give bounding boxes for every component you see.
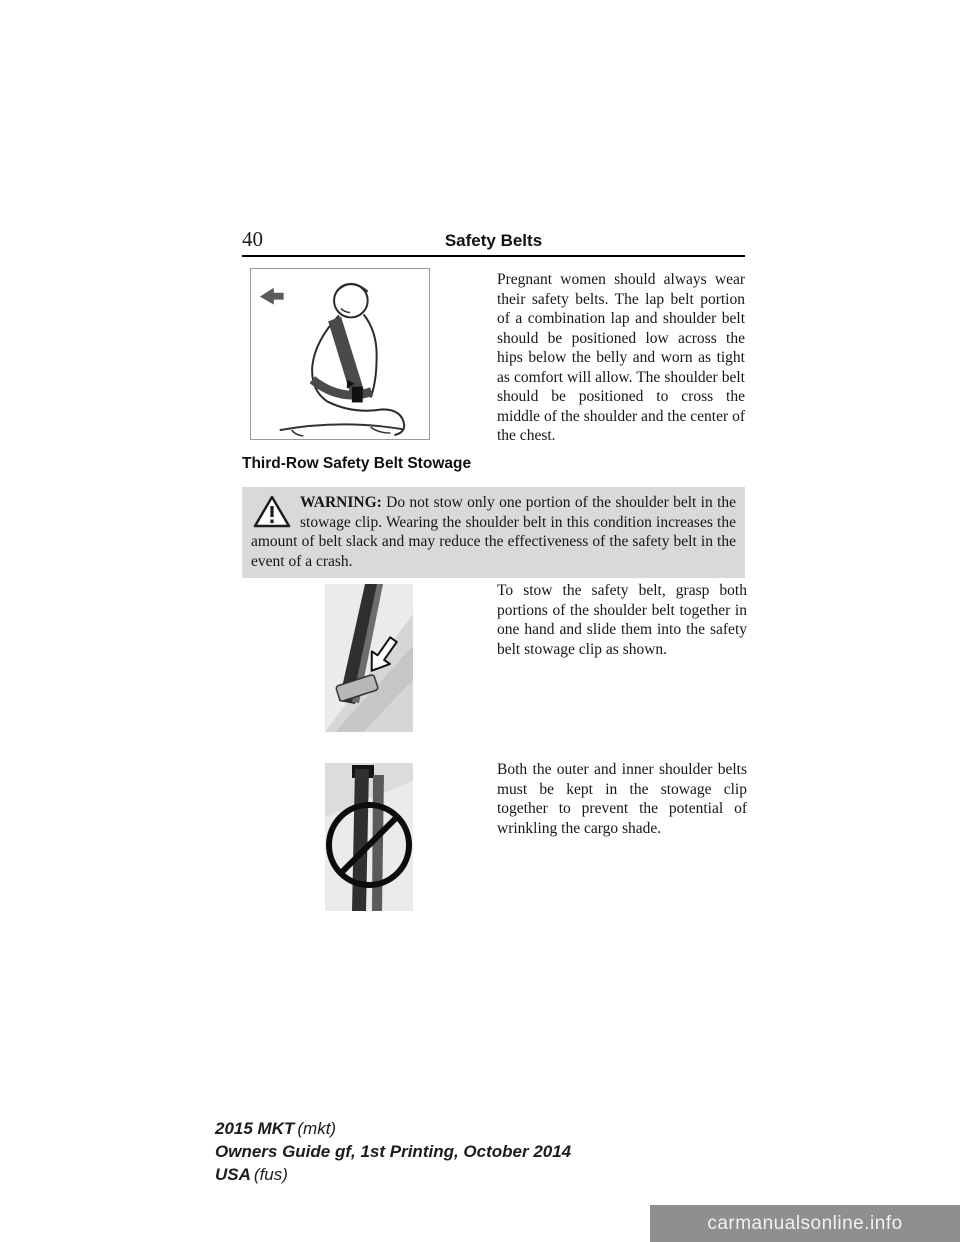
- footer-region-code: (fus): [253, 1165, 288, 1184]
- both-belts-paragraph: Both the outer and inner shoulder belts must be kept in the stowage clip together to prevent the potential of wrinkling the cargo shade.: [497, 761, 747, 837]
- footer-line-region: [215, 1163, 571, 1186]
- belt-stowage-clip-icon: [325, 584, 413, 732]
- prohibition-belt-illustration: [325, 763, 413, 911]
- belt-stowage-clip-illustration: [325, 584, 413, 732]
- warning-triangle-icon: [253, 495, 291, 529]
- page-number: 40: [242, 227, 263, 251]
- footer-line-model: [215, 1117, 571, 1140]
- pregnant-woman-belt-illustration: [250, 268, 430, 440]
- watermark-text: carmanualsonline.info: [707, 1212, 903, 1234]
- pregnant-woman-belt-icon: [251, 269, 429, 439]
- warning-body: Do not stow only one portion of the shoulder belt in the stowage clip. Wearing the shoulder belt in this condition increases the amount of belt slack and may reduce the effectiveness of the safety belt in the event of a crash.: [251, 494, 736, 570]
- page-title: Safety Belts: [444, 231, 543, 250]
- warning-label: WARNING:: [300, 494, 382, 511]
- warning-paragraph: [251, 493, 736, 571]
- header-rule: [242, 255, 745, 257]
- section-heading: Third-Row Safety Belt Stowage: [242, 455, 472, 472]
- footer-line-guide: Owners Guide gf, 1st Printing, October 2014: [215, 1142, 572, 1161]
- watermark-bar: [650, 1205, 960, 1242]
- no-single-belt-icon: [325, 763, 413, 911]
- stow-instruction-paragraph: To stow the safety belt, grasp both portions of the shoulder belt together in one hand and slide them into the safety belt stowage clip as shown.: [497, 582, 747, 658]
- footer-model-code: (mkt): [297, 1119, 337, 1138]
- footer-region: USA: [215, 1165, 251, 1184]
- intro-paragraph: Pregnant women should always wear their safety belts. The lap belt portion of a combination lap and shoulder belt should be positioned low across the hips below the belly and worn as tight as comfort will allow. The shoulder belt should be positioned to cross the middle of the shoulder and the center of the chest.: [497, 271, 745, 444]
- warning-box: [242, 487, 745, 578]
- footer: [215, 1117, 571, 1186]
- footer-model: 2015 MKT: [215, 1119, 295, 1138]
